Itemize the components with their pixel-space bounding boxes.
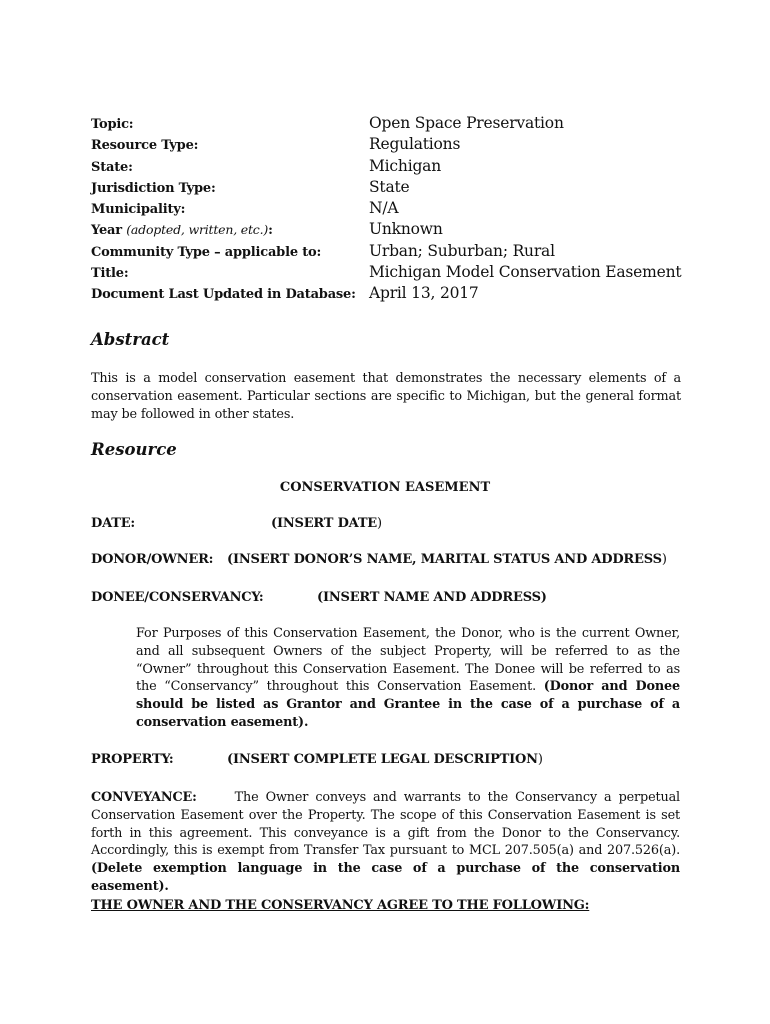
meta-value: Regulations: [369, 135, 461, 154]
meta-value: Open Space Preservation: [369, 114, 564, 132]
meta-value: N/A: [369, 199, 399, 218]
purposes-text: For Purposes of this Conservation Easement, the Donor, who is the current Owner, and all subsequent Owners of the subject Property, will be referred to as the “Owner” throughout this Conservation Easement. The Donee will be referred to as the “Conservancy” throughout this Conservation Easement.: [136, 626, 680, 695]
conveyance-bold-note: (Delete exemption language in the case of a purchase of the conservation easement).: [91, 861, 680, 894]
donor-label: DONOR/OWNER:: [91, 552, 214, 567]
property-value: [227, 752, 543, 767]
metadata-table: [91, 114, 681, 306]
date-value: [271, 516, 382, 531]
meta-label: Resource Type:: [91, 138, 199, 154]
meta-value: Urban; Suburban; Rural: [369, 241, 555, 260]
meta-row-resource-type: [91, 135, 681, 156]
meta-value: Michigan: [369, 156, 441, 175]
meta-label: Community Type – applicable to:: [91, 244, 322, 260]
meta-row-title: [91, 263, 681, 284]
meta-value: April 13, 2017: [369, 284, 479, 303]
conveyance-paragraph: [91, 789, 680, 896]
abstract-heading: Abstract: [91, 330, 170, 349]
meta-label: Topic:: [91, 117, 134, 132]
meta-label: Document Last Updated in Database:: [91, 287, 356, 303]
abstract-text: This is a model conservation easement that demonstrates the necessary elements of a conservation easement. Particular sections are specific to Michigan, but the general format may be followed in other states.: [91, 371, 681, 422]
purposes-paragraph: [136, 625, 680, 732]
meta-row-topic: [91, 114, 681, 135]
meta-label: State:: [91, 159, 133, 175]
meta-value: Unknown: [369, 220, 443, 239]
meta-label: Jurisdiction Type:: [91, 180, 216, 196]
property-close-paren: ): [537, 752, 543, 767]
donor-placeholder: (INSERT DONOR’S NAME, MARITAL STATUS AND ADDRESS: [227, 552, 662, 567]
meta-label: [91, 222, 369, 238]
meta-row-municipality: [91, 199, 681, 220]
donee-value: (INSERT NAME AND ADDRESS): [317, 590, 547, 605]
meta-row-state: [91, 157, 681, 178]
date-placeholder: (INSERT DATE: [271, 516, 378, 531]
meta-value: Michigan Model Conservation Easement: [369, 263, 682, 282]
date-label: DATE:: [91, 516, 136, 531]
meta-label: Title:: [91, 266, 129, 282]
meta-value: State: [369, 177, 410, 196]
purposes-bold-note: (Donor and Donee should be listed as Grantor and Grantee in the case of a purchase of a conservation easement).: [136, 679, 680, 730]
meta-label: Municipality:: [91, 202, 186, 218]
donor-value: [227, 552, 667, 567]
meta-row-community-type: [91, 242, 681, 263]
property-label: PROPERTY:: [91, 752, 174, 767]
donor-close-paren: ): [661, 552, 667, 567]
meta-label-suffix: :: [268, 223, 273, 239]
meta-row-last-updated: [91, 284, 681, 305]
meta-label-main: Year: [91, 223, 122, 239]
document-title: CONSERVATION EASEMENT: [279, 480, 491, 495]
conveyance-label: CONVEYANCE:: [91, 790, 197, 805]
donee-label: DONEE/CONSERVANCY:: [91, 590, 264, 605]
conveyance-text: The Owner conveys and warrants to the Conservancy a perpetual Conservation Easement over the Property. The scope of this Conservation Easement is set forth in this agreement. This conveyance is a gift from the Donor to the Conservancy. Accordingly, this is exempt from Transfer Tax pursuant to MCL 207.505(a) and 207.526(a).: [91, 790, 680, 859]
meta-row-jurisdiction: [91, 178, 681, 199]
meta-row-year: [91, 220, 681, 241]
meta-label-paren: (adopted, written, etc.): [126, 222, 269, 238]
agree-heading: THE OWNER AND THE CONSERVANCY AGREE TO THE FOLLOWING:: [91, 898, 590, 913]
resource-heading: Resource: [91, 440, 177, 459]
property-placeholder: (INSERT COMPLETE LEGAL DESCRIPTION: [227, 752, 538, 767]
date-close-paren: ): [377, 516, 382, 531]
